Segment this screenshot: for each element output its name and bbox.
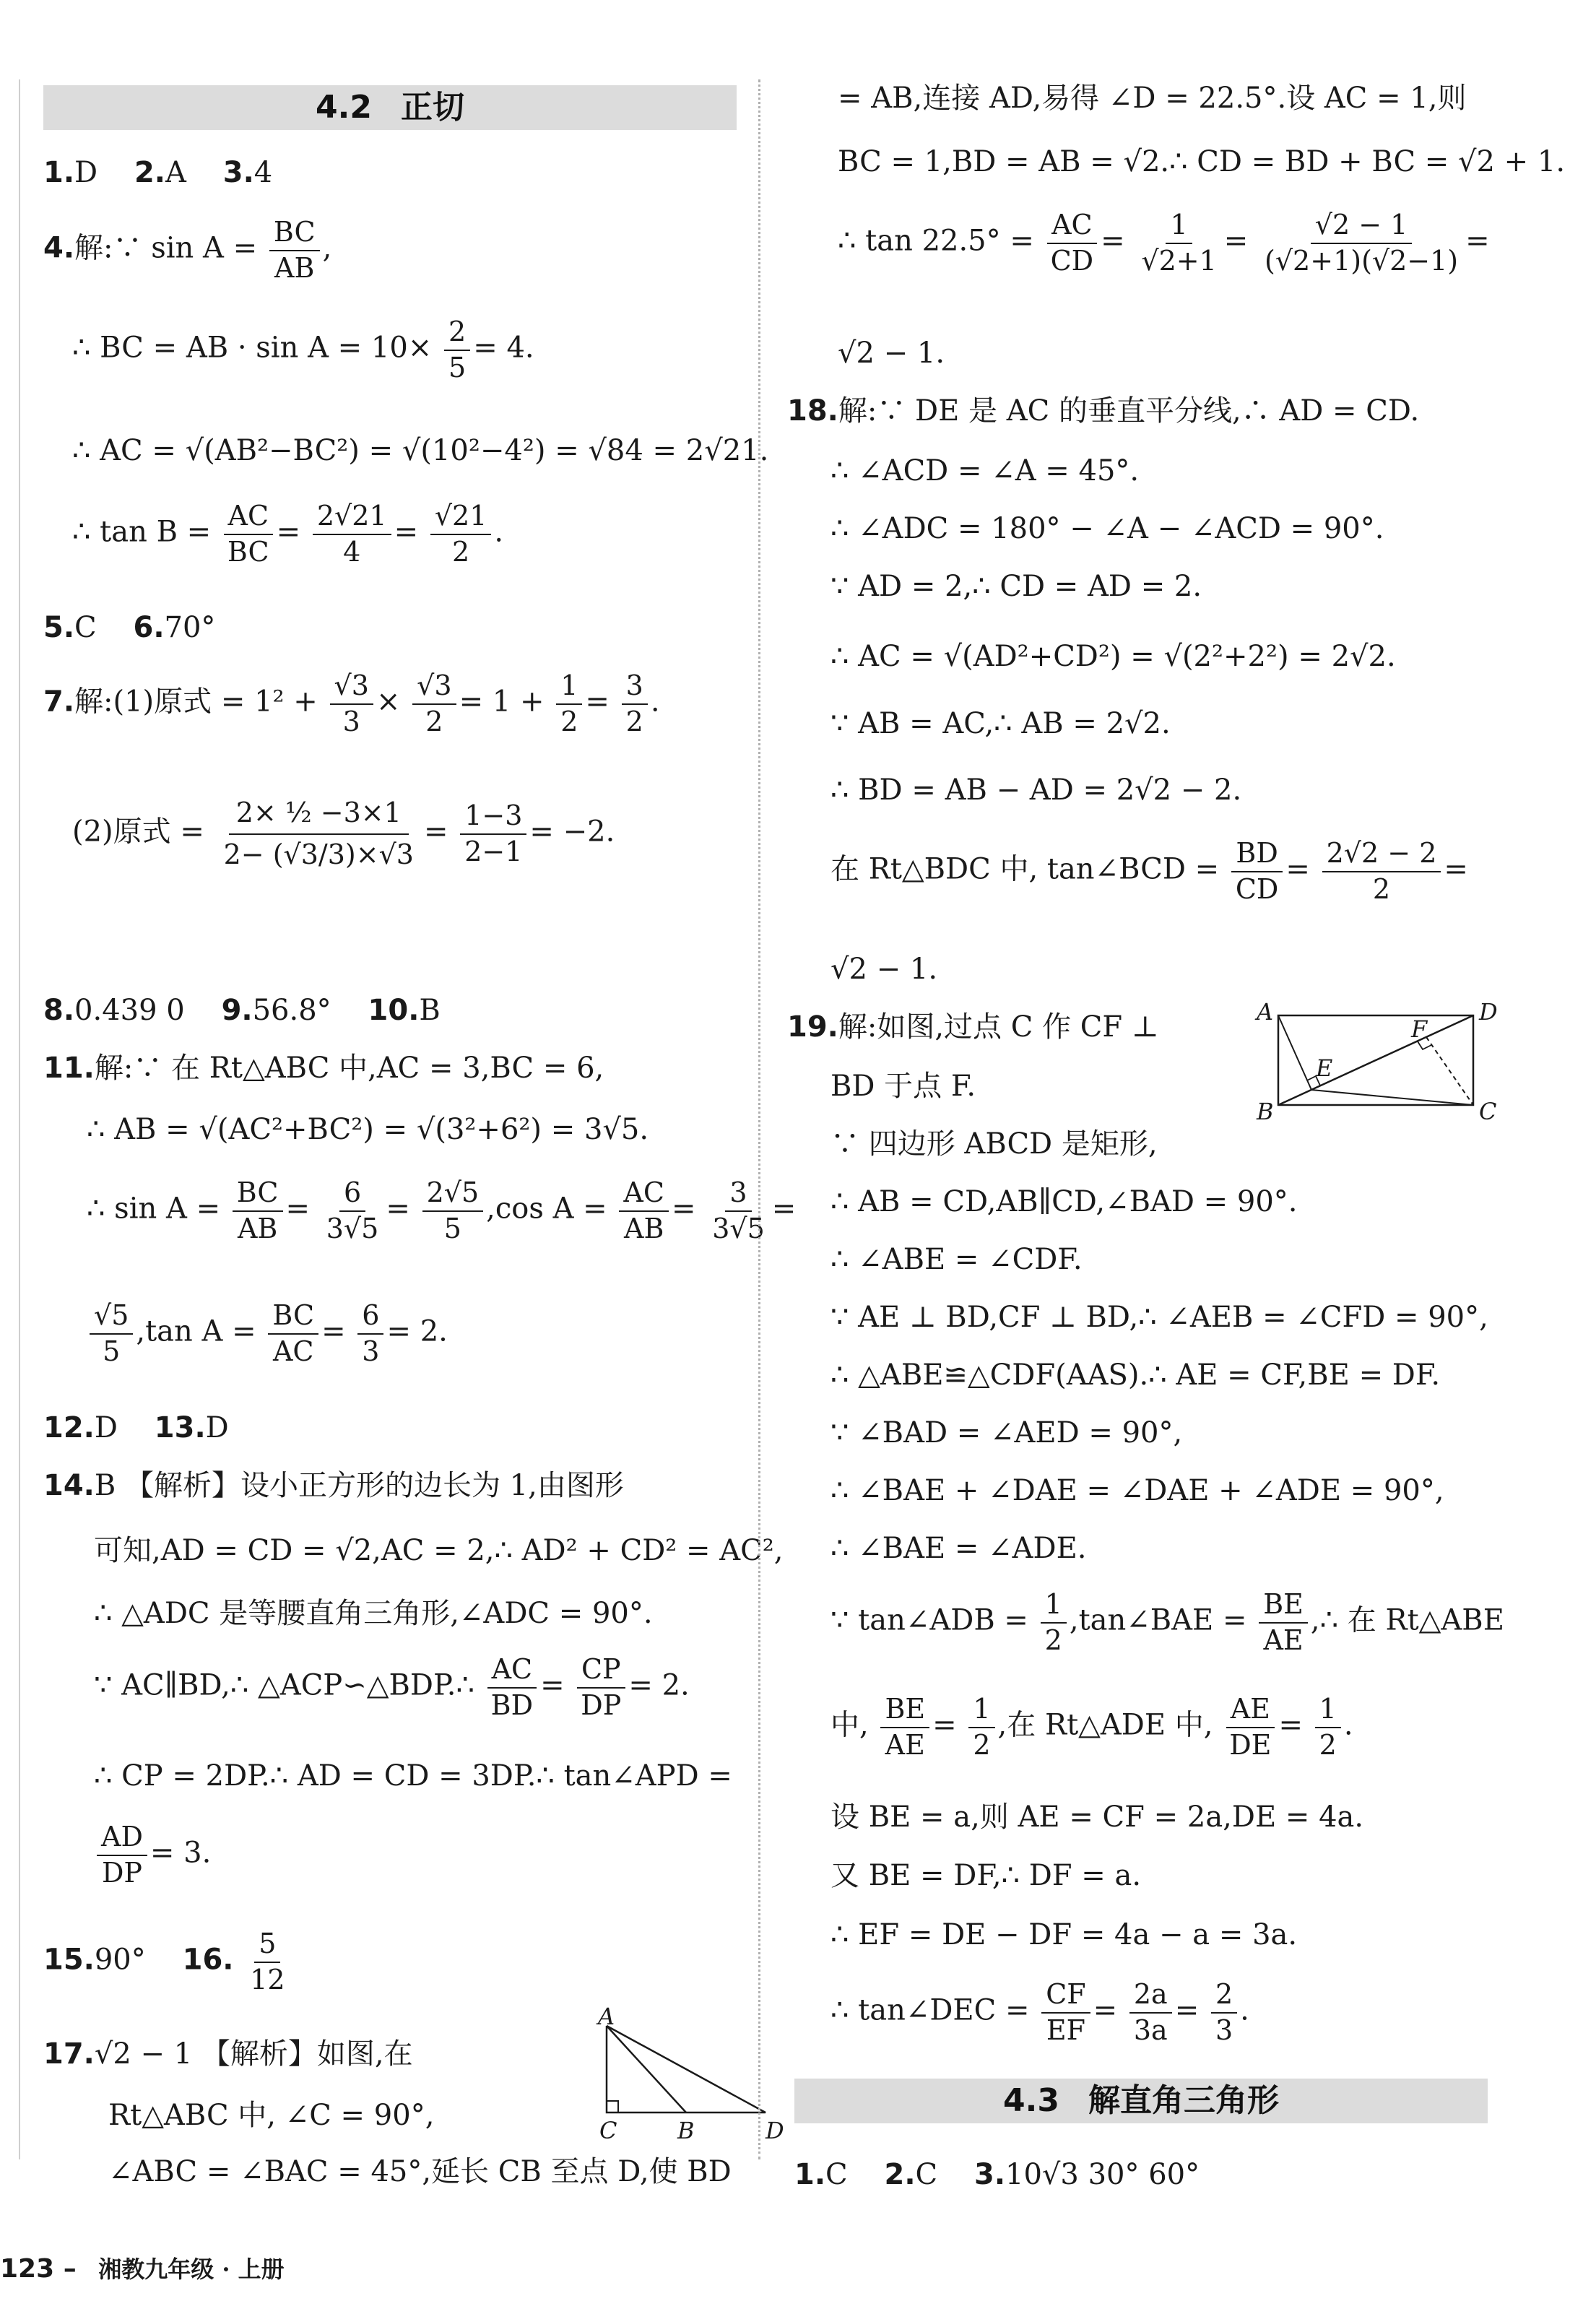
- solution-11-line-4: $\frac{√5}{5}$ ,tan A = $\frac{BC}{AC}$ = $\frac{6}{3}$ = 2.: [87, 1300, 448, 1367]
- book-title: 湘教九年级 · 上册: [98, 2256, 285, 2283]
- fraction: $\frac{3}{3√5}$: [712, 1176, 765, 1244]
- right-angle-mark: [607, 2101, 618, 2112]
- solution-19-line-4: ∴ AB = CD,AB∥CD,∠BAD = 90°.: [830, 1185, 1298, 1218]
- solution-19-line-8: ∵ ∠BAD = ∠AED = 90°,: [830, 1416, 1183, 1450]
- rectangle-figure: [1249, 998, 1498, 1127]
- fraction: $\frac{6}{3√5}$: [326, 1176, 379, 1244]
- fraction: $\frac{AD}{DP}$: [97, 1821, 147, 1889]
- fraction: $\frac{1}{2}$: [968, 1694, 994, 1761]
- segment-cf: [1426, 1037, 1473, 1105]
- fraction: $\frac{1}{√2+1}$: [1141, 209, 1217, 277]
- solution-18-line-3: ∴ ∠ADC = 180° − ∠A − ∠ACD = 90°.: [830, 512, 1384, 545]
- section-header-4-2: [43, 85, 737, 130]
- label-e: E: [1316, 1054, 1333, 1082]
- solution-14-line-5: ∴ CP = 2DP.∴ AD = CD = 3DP.∴ tan∠APD =: [94, 1759, 732, 1793]
- fraction: $\frac{AC}{BD}$: [487, 1654, 537, 1721]
- fraction: $\frac{5}{12}$: [250, 1928, 285, 1996]
- answer: D: [74, 156, 98, 189]
- footer-dash: –: [63, 2254, 77, 2284]
- answer-line-8-10: 8.0.439 0 9.56.8° 10.B: [43, 994, 441, 1027]
- solution-18-line-4: ∵ AD = 2,∴ CD = AD = 2.: [830, 570, 1202, 603]
- fraction: $\frac{√2 - 1}{(√2+1)(√2-1)}$: [1265, 209, 1459, 277]
- answer-line-12-13: 12.D 13.D: [43, 1411, 229, 1444]
- solution-19-line-1: 19.解:如图,过点 C 作 CF ⊥: [787, 1010, 1159, 1044]
- answer-line-5-6: 5.C 6.70°: [43, 611, 216, 644]
- solution-18-line-6: ∵ AB = AC,∴ AB = 2√2.: [830, 707, 1171, 740]
- question-number: 4.: [43, 231, 75, 265]
- fraction: $\frac{BC}{AC}$: [268, 1300, 318, 1367]
- page-number: 123: [0, 2254, 55, 2284]
- fraction: $\frac{2√21}{4}$: [313, 500, 391, 568]
- fraction: $\frac{√3}{2}$: [412, 670, 456, 737]
- left-margin-line: [19, 79, 20, 2159]
- fraction: $\frac{1}{2}$: [556, 670, 582, 737]
- fraction: $\frac{2}{5}$: [444, 316, 470, 384]
- answer-line-4-3-1-3: 1.C 2.C 3.10√3 30° 60°: [794, 2158, 1200, 2191]
- solution-19-line-2: BD 于点 F.: [830, 1070, 976, 1103]
- fraction: $\frac{2a}{3a}$: [1129, 1979, 1172, 2046]
- solution-17-line-1: 17.√2 − 1 【解析】如图,在: [43, 2037, 413, 2071]
- fraction: $\frac{2√2 - 2}{2}$: [1322, 838, 1441, 905]
- solution-18-line-9: √2 − 1.: [830, 953, 938, 986]
- answer-line-15-16: 15.90° 16. $\frac{5}{12}$: [43, 1928, 292, 1996]
- math-text: ∴ BC = AB · sin A = 10×: [72, 331, 433, 365]
- solution-18-line-1: 18.解:∵ DE 是 AC 的垂直平分线,∴ AD = CD.: [787, 394, 1420, 428]
- solution-7-part-1: 7.解:(1)原式 = 1² + $\frac{√3}{3}$ × $\frac{√3}{2}$ = 1 + $\frac{1}{2}$ = $\frac{3}{2}$ .: [43, 670, 660, 737]
- solution-19-line-5: ∴ ∠ABE = ∠CDF.: [830, 1243, 1083, 1276]
- solution-4-line-4: ∴ tan B = $\frac{AC}{BC}$ = $\frac{2√21}{4}$ = $\frac{√21}{2}$ .: [72, 500, 504, 568]
- fraction: $\frac{AC}{CD}$: [1046, 209, 1098, 277]
- label-c: C: [599, 2117, 617, 2144]
- solution-19-line-7: ∴ △ABE≌△CDF(AAS).∴ AE = CF,BE = DF.: [830, 1358, 1441, 1392]
- solution-17-line-3: ∠ABC = ∠BAC = 45°,延长 CB 至点 D,使 BD: [108, 2155, 732, 2188]
- label-d: D: [766, 2117, 784, 2144]
- solution-18-line-8: 在 Rt△BDC 中, tan∠BCD = $\frac{BD}{CD}$ = $\frac{2√2 - 2}{2}$ =: [830, 837, 1468, 905]
- fraction: $\frac{√3}{3}$: [330, 670, 373, 737]
- solution-17-line-4: = AB,连接 AD,易得 ∠D = 22.5°.设 AC = 1,则: [838, 82, 1467, 115]
- answer: A: [165, 156, 186, 189]
- fraction: $\frac{1-3}{2-1}$: [460, 800, 526, 867]
- fraction: $\frac{2}{3}$: [1211, 1979, 1237, 2046]
- solution-19-line-15: ∴ EF = DE − DF = 4a − a = 3a.: [830, 1918, 1298, 1951]
- solution-18-line-7: ∴ BD = AB − AD = 2√2 − 2.: [830, 774, 1242, 807]
- solution-4-line-2: ∴ BC = AB · sin A = 10× $\frac{2}{5}$ = 4.: [72, 316, 534, 384]
- fraction: $\frac{3}{2}$: [622, 670, 648, 737]
- solution-17-line-6: ∴ tan 22.5° = $\frac{AC}{CD}$ = $\frac{1}{√2+1}$ = $\frac{√2 - 1}{(√2+1)(√2-1)}$ =: [838, 209, 1490, 277]
- question-number: 3.: [222, 156, 254, 189]
- solution-11-line-2: ∴ AB = √(AC²+BC²) = √(3²+6²) = 3√5.: [87, 1113, 649, 1146]
- math-text: 解:∵ sin A =: [74, 231, 258, 265]
- segment-ec: [1311, 1090, 1473, 1105]
- section-title: 正切: [400, 88, 464, 126]
- label-c: C: [1479, 1098, 1497, 1125]
- solution-19-line-9: ∴ ∠BAE + ∠DAE = ∠DAE + ∠ADE = 90°,: [830, 1474, 1444, 1507]
- fraction: $\frac{BC}{AB}$: [269, 217, 320, 284]
- solution-19-line-10: ∴ ∠BAE = ∠ADE.: [830, 1532, 1087, 1565]
- fraction: $\frac{BC}{AB}$: [233, 1177, 283, 1244]
- fraction: $\frac{BD}{CD}$: [1231, 838, 1283, 905]
- label-a: A: [598, 2003, 615, 2030]
- solution-19-line-6: ∵ AE ⊥ BD,CF ⊥ BD,∴ ∠AEB = ∠CFD = 90°,: [830, 1301, 1488, 1334]
- solution-14-line-1: 14.B 【解析】设小正方形的边长为 1,由图形: [43, 1469, 624, 1502]
- diagonal-bd: [1278, 1015, 1473, 1105]
- solution-14-line-6: $\frac{AD}{DP}$ = 3.: [94, 1821, 211, 1889]
- segment-ae: [1278, 1015, 1311, 1090]
- section-number: 4.2: [316, 88, 372, 126]
- solution-19-line-12: 中, $\frac{BE}{AE}$ = $\frac{1}{2}$ ,在 Rt△ADE 中, $\frac{AE}{DE}$ = $\frac{1}{2}$ .: [830, 1693, 1353, 1761]
- section-title: 解直角三角形: [1088, 2081, 1279, 2119]
- label-d: D: [1479, 998, 1498, 1026]
- fraction: $\frac{6}{3}$: [357, 1300, 383, 1367]
- solution-19-line-3: ∵ 四边形 ABCD 是矩形,: [830, 1127, 1158, 1161]
- solution-7-part-2: (2)原式 = $\frac{\text{2× ½ −3×1}}{2- (√3/3)\times√3}$ = $\frac{1-3}{2-1}$ = −2.: [72, 793, 615, 875]
- column-divider: [758, 79, 760, 2159]
- solution-17-line-7: √2 − 1.: [838, 337, 945, 370]
- segment-ab: [607, 2026, 686, 2112]
- solution-4-line-1: 4.解:∵ sin A = $\frac{BC}{AB}$ ,: [43, 216, 332, 284]
- fraction: $\frac{CF}{EF}$: [1041, 1979, 1090, 2046]
- answer-line-1-3: [43, 155, 272, 190]
- page-footer: [0, 2253, 285, 2284]
- label-a: A: [1257, 998, 1274, 1026]
- question-number: 2.: [134, 156, 165, 189]
- solution-11-line-1: 11.解:∵ 在 Rt△ABC 中,AC = 3,BC = 6,: [43, 1052, 604, 1085]
- triangle-figure: [549, 2003, 787, 2149]
- fraction: $\frac{AC}{BC}$: [223, 500, 274, 568]
- fraction: $\frac{√21}{2}$: [430, 500, 492, 568]
- fraction: $\frac{2√5}{5}$: [422, 1177, 484, 1244]
- fraction: $\frac{AE}{DE}$: [1225, 1694, 1275, 1761]
- solution-11-line-3: ∴ sin A = $\frac{BC}{AB}$ = $\frac{6}{3√5}$ = $\frac{2√5}{5}$ ,cos A = $\frac{AC}{AB}$ = $\frac{3}{3√5}$ =: [87, 1176, 797, 1244]
- fraction: $\frac{BE}{AE}$: [1259, 1589, 1308, 1656]
- solution-14-line-3: ∴ △ADC 是等腰直角三角形,∠ADC = 90°.: [94, 1597, 653, 1630]
- fraction: $\frac{AC}{AB}$: [619, 1177, 669, 1244]
- label-b: B: [1257, 1098, 1274, 1125]
- solution-19-line-11: ∵ tan∠ADB = $\frac{1}{2}$ ,tan∠BAE = $\frac{BE}{AE}$ ,∴ 在 Rt△ABE: [830, 1588, 1504, 1656]
- fraction: $\frac{CP}{DP}$: [576, 1654, 625, 1721]
- triangle-outline: [607, 2026, 766, 2112]
- fraction: $\frac{√5}{5}$: [90, 1300, 133, 1367]
- label-b: B: [677, 2117, 695, 2144]
- solution-19-line-13: 设 BE = a,则 AE = CF = 2a,DE = 4a.: [830, 1800, 1364, 1834]
- section-header-4-3: [794, 2079, 1488, 2123]
- fraction: $\frac{BE}{AE}$: [880, 1694, 929, 1761]
- solution-4-line-3: [72, 433, 768, 468]
- solution-17-line-5: BC = 1,BD = AB = √2.∴ CD = BD + BC = √2 + 1.: [838, 145, 1566, 178]
- label-f: F: [1411, 1015, 1428, 1043]
- solution-14-line-4: ∵ AC∥BD,∴ △ACP∽△BDP.∴ $\frac{AC}{BD}$ = $\frac{CP}{DP}$ = 2.: [94, 1653, 690, 1721]
- fraction: $\frac{1}{2}$: [1041, 1589, 1067, 1656]
- solution-18-line-2: ∴ ∠ACD = ∠A = 45°.: [830, 454, 1140, 488]
- math-text: ∴ AC = √(AB²−BC²) = √(10²−4²) = √84 = 2√21.: [72, 434, 769, 467]
- solution-17-line-2: Rt△ABC 中, ∠C = 90°,: [108, 2099, 435, 2132]
- question-number: 1.: [43, 156, 75, 189]
- fraction: $\frac{1}{2}$: [1315, 1694, 1341, 1761]
- answer: 4: [253, 156, 273, 189]
- compound-fraction: $\frac{\text{2× ½ −3×1}}{2- (√3/3)\times√3}$: [217, 793, 421, 875]
- solution-19-line-16: ∴ tan∠DEC = $\frac{CF}{EF}$ = $\frac{2a}{3a}$ = $\frac{2}{3}$ .: [830, 1978, 1249, 2046]
- section-number: 4.3: [1003, 2081, 1059, 2119]
- solution-18-line-5: ∴ AC = √(AD²+CD²) = √(2²+2²) = 2√2.: [830, 640, 1396, 673]
- solution-14-line-2: 可知,AD = CD = √2,AC = 2,∴ AD² + CD² = AC²,: [94, 1534, 784, 1567]
- solution-19-line-14: 又 BE = DF,∴ DF = a.: [830, 1859, 1142, 1892]
